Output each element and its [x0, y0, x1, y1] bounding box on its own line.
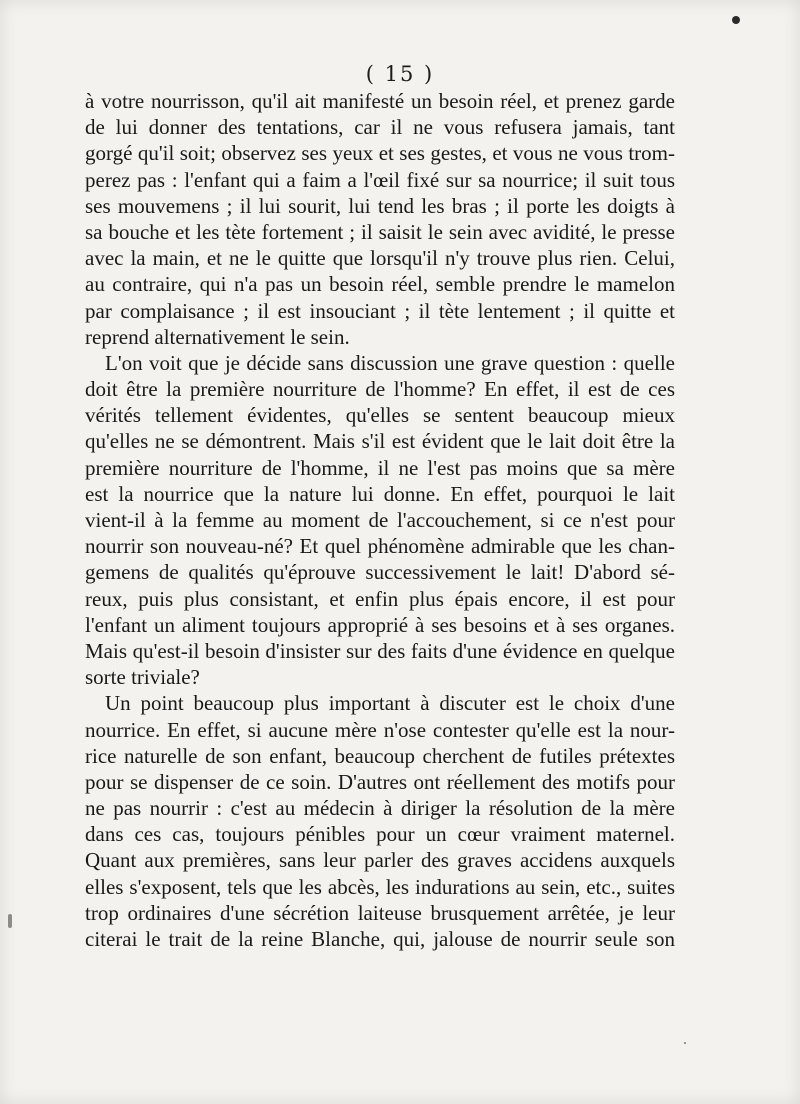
text-line: par complaisance ; il est insouciant ; il tète lentement ; il quitte et: [85, 298, 675, 323]
text-line: sorte triviale?: [85, 665, 200, 690]
page-number: ( 15 ): [365, 62, 435, 86]
text-line: ses mouvemens ; il lui sourit, lui tend les bras ; il porte les doigts à: [85, 193, 675, 218]
text-line: elles s'exposent, tels que les abcès, les indurations au sein, etc., suites: [85, 874, 675, 899]
text-line: au contraire, qui n'a pas un besoin réel, semble prendre le mamelon: [85, 272, 675, 297]
ink-speck: [732, 16, 740, 24]
text-line: ne pas nourrir : c'est au médecin à diriger la résolution de la mère: [85, 796, 675, 821]
text-line: doit être la première nourriture de l'homme? En effet, il est de ces: [85, 377, 675, 402]
ink-speck: [684, 1042, 686, 1044]
text-line: perez pas : l'enfant qui a faim a l'œil fixé sur sa nourrice; il suit tous: [85, 167, 675, 192]
text-line: vérités tellement évidentes, qu'elles se sentent beaucoup mieux: [85, 403, 675, 428]
text-line: avec la main, et ne le quitte que lorsqu'il n'y trouve plus rien. Celui,: [85, 246, 675, 271]
text-line: qu'elles ne se démontrent. Mais s'il est évident que le lait doit être la: [85, 429, 675, 454]
text-line: à votre nourrisson, qu'il ait manifesté un besoin réel, et prenez garde: [85, 89, 675, 113]
text-line: gorgé qu'il soit; observez ses yeux et ses gestes, et vous ne vous trom-: [85, 141, 675, 166]
text-line: citerai le trait de la reine Blanche, qui, jalouse de nourrir seule son: [85, 927, 675, 951]
text-line: Un point beaucoup plus important à discuter est le choix d'une: [105, 691, 675, 716]
text-line: reux, puis plus consistant, et enfin plus épais encore, il est pour: [85, 586, 675, 611]
text-line: vient-il à la femme au moment de l'accouchement, si ce n'est pour: [85, 508, 675, 532]
text-line: de lui donner des tentations, car il ne vous refusera jamais, tant: [85, 115, 675, 140]
text-line: nourrir son nouveau-né? Et quel phénomène admirable que les chan-: [85, 534, 675, 559]
body-text: [85, 88, 675, 952]
text-line: pour se dispenser de ce soin. D'autres ont réellement des motifs pour: [85, 769, 675, 794]
text-line: l'enfant un aliment toujours approprié à ses besoins et à ses organes.: [85, 612, 675, 637]
text-line: première nourriture de l'homme, il ne l'est pas moins que sa mère: [85, 455, 675, 480]
text-line: sa bouche et les tète fortement ; il saisit le sein avec avidité, le presse: [85, 219, 675, 244]
text-line: est la nourrice que la nature lui donne. En effet, pourquoi le lait: [85, 481, 675, 506]
ink-speck: [8, 914, 12, 928]
text-line: Quant aux premières, sans leur parler des graves accidens auxquels: [85, 848, 675, 873]
text-line: gemens de qualités qu'éprouve successivement le lait! D'abord sé-: [85, 560, 675, 585]
text-line: reprend alternativement le sein.: [85, 324, 350, 349]
text-line: L'on voit que je décide sans discussion une grave question : quelle: [105, 350, 675, 375]
text-line: dans ces cas, toujours pénibles pour un cœur vraiment maternel.: [85, 822, 675, 847]
text-line: nourrice. En effet, si aucune mère n'ose contester qu'elle est la nour-: [85, 717, 675, 742]
text-line: trop ordinaires d'une sécrétion laiteuse brusquement arrêtée, je leur: [85, 900, 675, 925]
text-line: rice naturelle de son enfant, beaucoup cherchent de futiles prétextes: [85, 743, 675, 768]
text-line: Mais qu'est-il besoin d'insister sur des faits d'une évidence en quelque: [85, 638, 675, 663]
